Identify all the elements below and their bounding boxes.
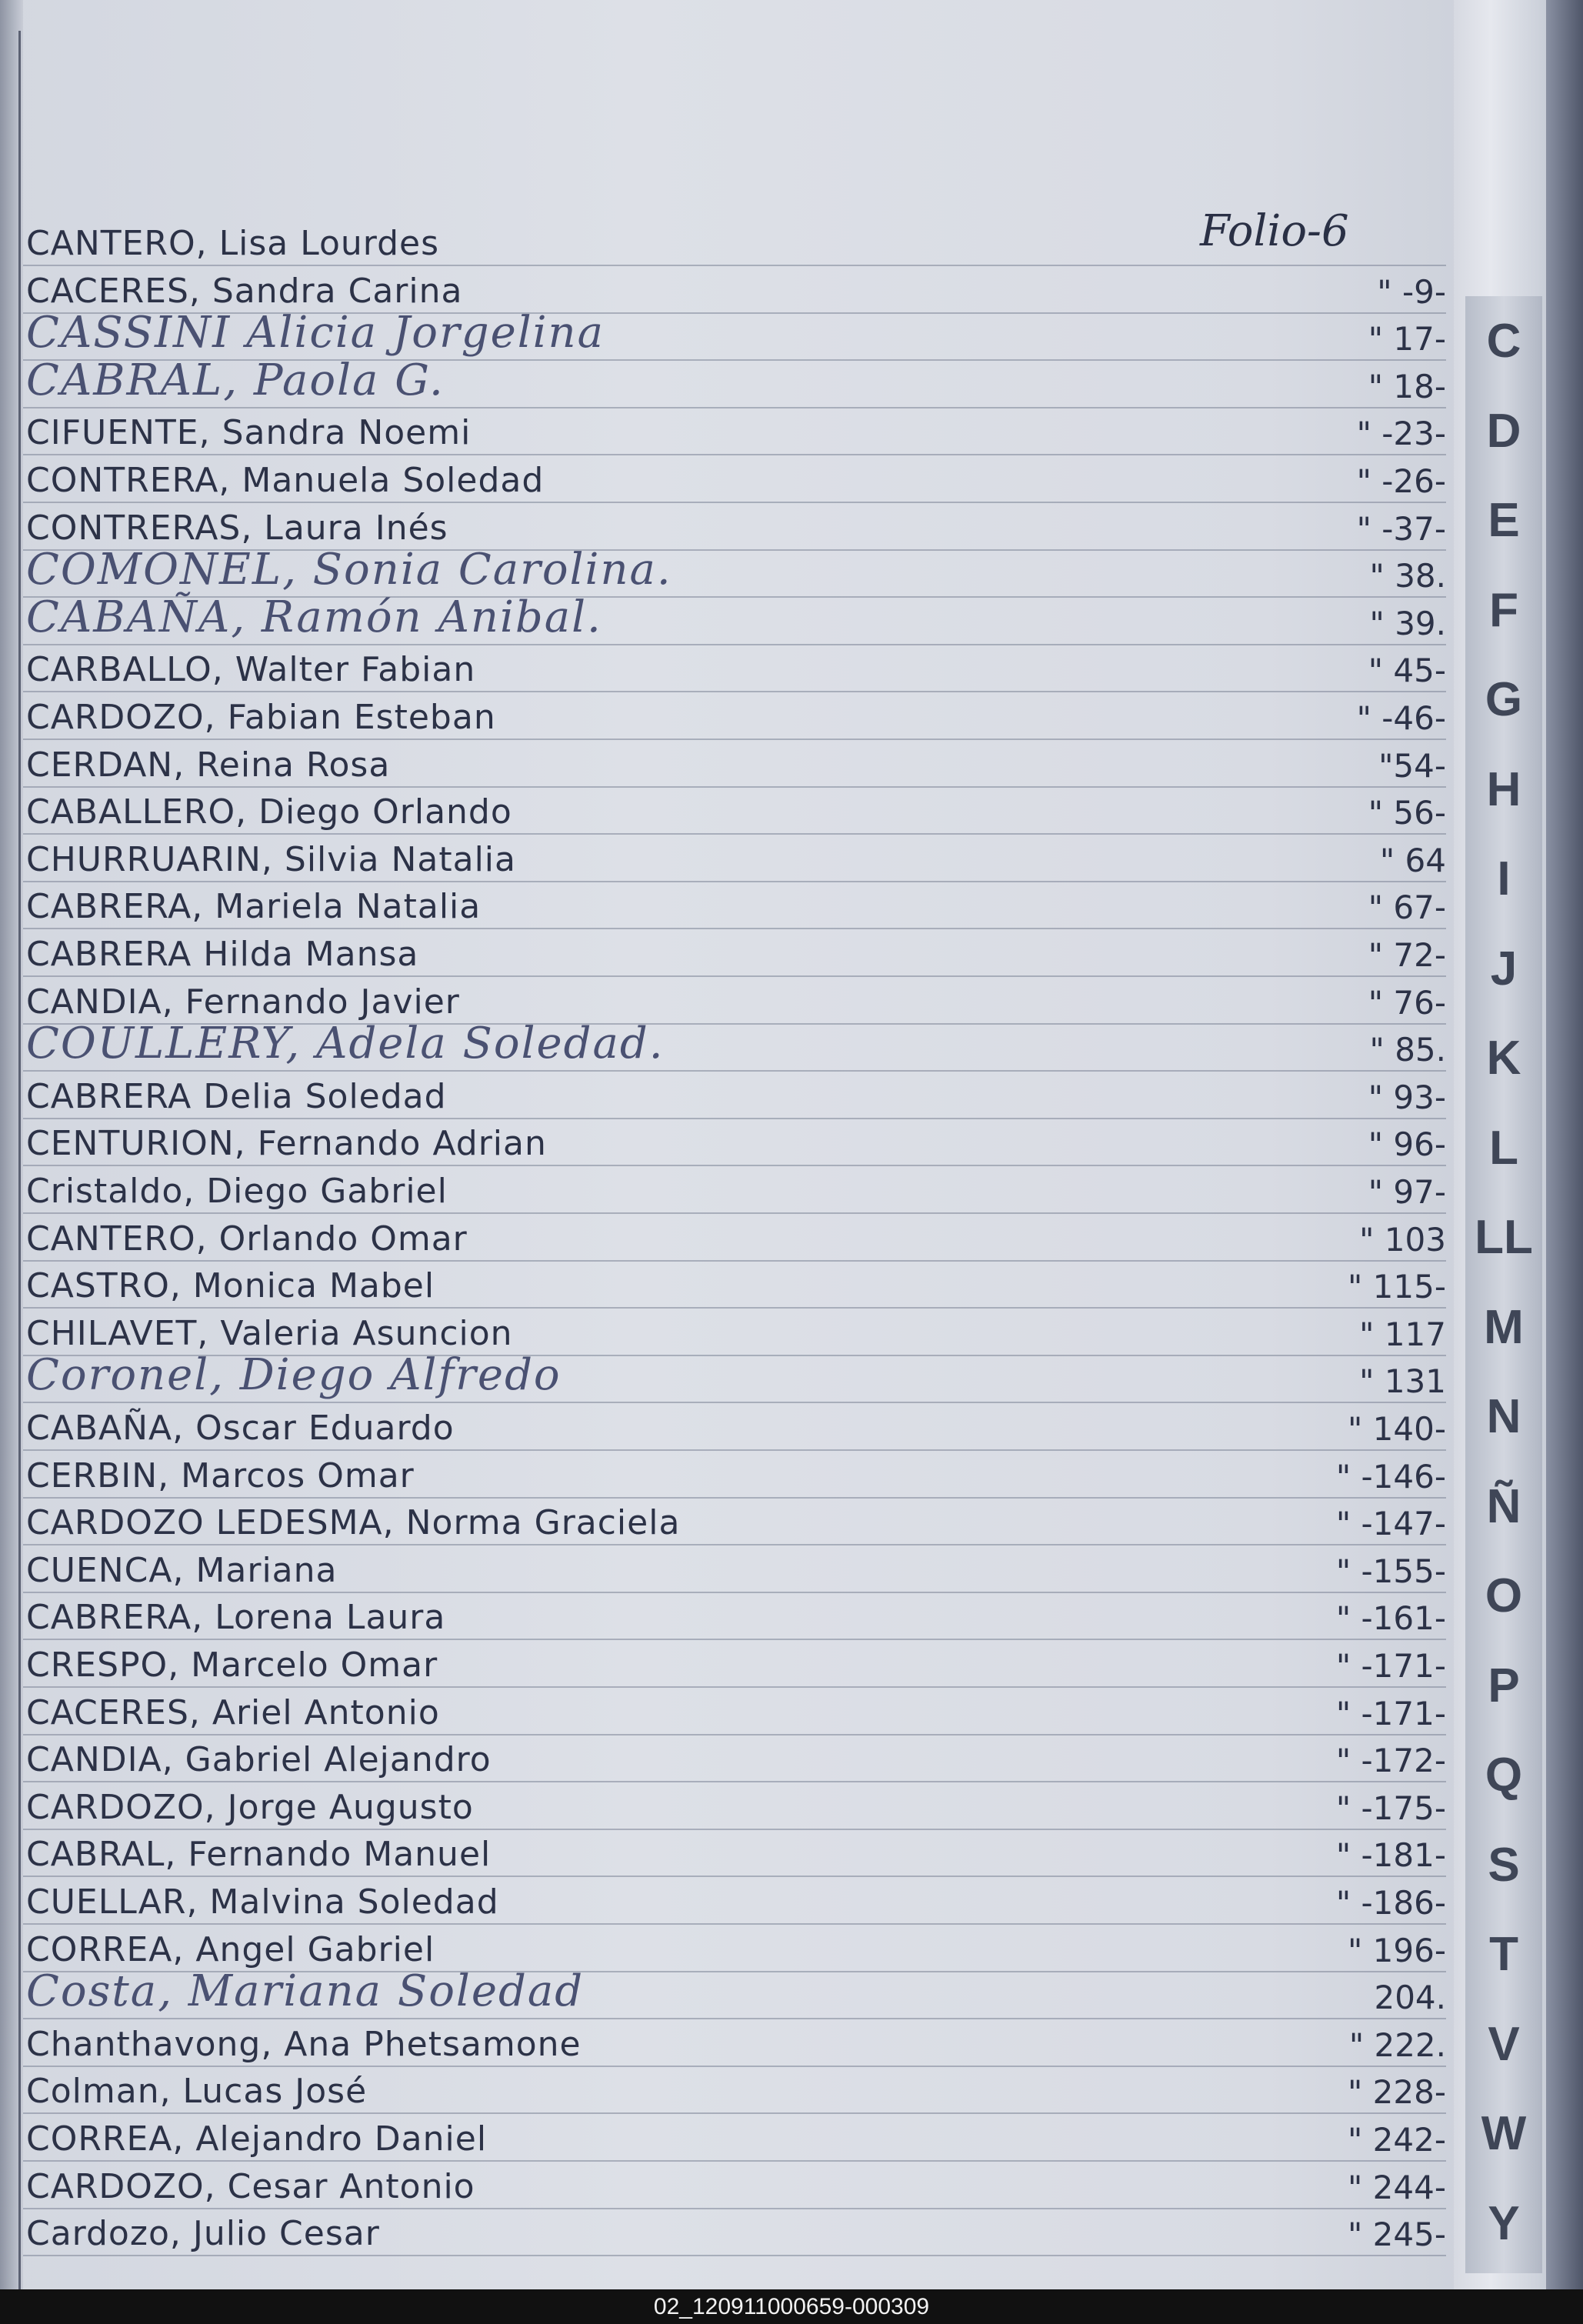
list-item [23, 645, 1446, 692]
index-tab[interactable]: J [1490, 942, 1518, 995]
entry-number: " -26- [1356, 462, 1446, 500]
entry-number: " 222. [1348, 2026, 1446, 2064]
entry-number: " -146- [1335, 1457, 1446, 1495]
entry-number: " 17- [1368, 320, 1446, 358]
entry-number: 204. [1374, 1979, 1446, 2017]
entry-name: CHURRUARIN, Silvia Natalia [26, 839, 516, 879]
list-item [23, 1403, 1446, 1451]
list-item [23, 692, 1446, 740]
entry-number: " 67- [1368, 889, 1446, 927]
entry-name: CABRAL, Paola G. [26, 355, 445, 405]
entry-number: " 56- [1368, 794, 1446, 832]
list-item [23, 787, 1446, 835]
entry-name: CARBALLO, Walter Fabian [26, 650, 476, 690]
entry-number: " 140- [1348, 1410, 1446, 1448]
list-item [23, 1735, 1446, 1782]
list-item [23, 2114, 1446, 2162]
list-item [23, 1309, 1446, 1356]
entry-name: Coronel, Diego Alfredo [26, 1350, 562, 1401]
entry-name: Cardozo, Julio Cesar [26, 2214, 380, 2254]
list-item [23, 1829, 1446, 1877]
index-tab[interactable]: F [1489, 583, 1518, 637]
entry-name: CABRERA Hilda Mansa [26, 935, 419, 974]
entry-name: CANDIA, Gabriel Alejandro [26, 1740, 492, 1780]
index-tab[interactable]: E [1488, 494, 1520, 547]
entry-name: CABRERA, Mariela Natalia [26, 887, 482, 927]
entry-name: COMONEL, Sonia Carolina. [26, 545, 672, 595]
list-item [23, 503, 1446, 551]
list-item [23, 308, 1446, 361]
entry-number: " 97- [1368, 1173, 1446, 1211]
entry-number: " 131 [1359, 1362, 1446, 1401]
image-id-footer: 02_120911000659-000309 [0, 2289, 1583, 2324]
entry-name: Colman, Lucas José [26, 2072, 368, 2112]
entry-name: CIFUENTE, Sandra Noemi [26, 413, 472, 453]
list-item [23, 1119, 1446, 1166]
entry-name: CERBIN, Marcos Omar [26, 1455, 415, 1495]
list-item [23, 929, 1446, 977]
list-item [23, 1966, 1446, 2019]
list-item [23, 1688, 1446, 1735]
entry-number: " -171- [1335, 1694, 1446, 1732]
list-item [23, 1214, 1446, 1262]
entry-name: CENTURION, Fernando Adrian [26, 1124, 547, 1164]
entry-name: COULLERY, Adela Soledad. [26, 1019, 665, 1069]
entry-number: " 64 [1379, 841, 1446, 879]
entry-number: " 228- [1348, 2073, 1446, 2112]
entry-name: CASSINI Alicia Jorgelina [26, 308, 605, 358]
entry-name: CONTRERA, Manuela Soledad [26, 461, 545, 500]
index-tab[interactable]: P [1488, 1659, 1520, 1712]
entry-name: CABAÑA, Oscar Eduardo [26, 1409, 455, 1448]
entry-number: " 196- [1348, 1931, 1446, 1969]
index-tab[interactable]: C [1486, 315, 1521, 368]
entry-name: CRESPO, Marcelo Omar [26, 1645, 438, 1685]
index-tab[interactable]: LL [1475, 1211, 1533, 1264]
list-item [23, 1877, 1446, 1925]
list-item [23, 1925, 1446, 1972]
entry-number: " -37- [1356, 509, 1446, 548]
list-item [23, 2019, 1446, 2067]
entry-number: " 96- [1368, 1125, 1446, 1164]
index-tab[interactable]: Q [1485, 1749, 1523, 1802]
list-item [23, 408, 1446, 455]
entry-name: CACERES, Ariel Antonio [26, 1692, 440, 1732]
entry-number: " -155- [1335, 1552, 1446, 1590]
index-tab[interactable]: V [1488, 2017, 1520, 2071]
entry-number: " 115- [1348, 1268, 1446, 1306]
entry-name: CARDOZO, Jorge Augusto [26, 1787, 474, 1827]
index-tab[interactable]: I [1497, 852, 1511, 905]
list-item [23, 545, 1446, 598]
index-tab[interactable]: M [1484, 1300, 1524, 1354]
folio-label: Folio-6 [1200, 206, 1349, 256]
entry-number: " -172- [1335, 1742, 1446, 1780]
entry-name: CASTRO, Monica Mabel [26, 1266, 435, 1306]
list-item [23, 355, 1446, 408]
list-item [23, 882, 1446, 929]
entry-number: "54- [1378, 746, 1446, 785]
entry-name: CANTERO, Lisa Lourdes [26, 224, 439, 263]
entry-number: " 76- [1368, 983, 1446, 1022]
entry-name: CERDAN, Reina Rosa [26, 745, 391, 785]
index-tab[interactable]: S [1488, 1838, 1520, 1892]
entry-number: " 18- [1368, 367, 1446, 405]
index-tab[interactable]: H [1486, 762, 1521, 816]
index-tab[interactable]: K [1486, 1032, 1521, 1085]
list-item [23, 1072, 1446, 1119]
entry-name: CABRERA, Lorena Laura [26, 1598, 446, 1638]
entry-name: CABALLERO, Diego Orlando [26, 792, 512, 832]
entry-number: " -46- [1356, 699, 1446, 737]
entry-number: " -9- [1377, 272, 1446, 311]
index-tab[interactable]: N [1486, 1390, 1521, 1443]
list-item [23, 1640, 1446, 1688]
entry-number: " -181- [1335, 1836, 1446, 1875]
entry-name: CACERES, Sandra Carina [26, 271, 463, 311]
entry-name: CABRERA Delia Soledad [26, 1076, 447, 1116]
entry-name: CABAÑA, Ramón Anibal. [26, 592, 602, 642]
entry-number: " 245- [1348, 2216, 1446, 2254]
entry-name: CARDOZO LEDESMA, Norma Graciela [26, 1503, 681, 1543]
entry-name: Cristaldo, Diego Gabriel [26, 1172, 448, 1211]
margin-line [18, 31, 21, 2289]
list-item [23, 218, 1446, 266]
list-item [23, 977, 1446, 1025]
entry-name: CARDOZO, Fabian Esteban [26, 698, 496, 737]
list-item [23, 266, 1446, 314]
list-item [23, 1545, 1446, 1593]
entry-name: CARDOZO, Cesar Antonio [26, 2166, 475, 2206]
entry-name: Chanthavong, Ana Phetsamone [26, 2024, 582, 2064]
list-item [23, 1592, 1446, 1640]
list-item [23, 1261, 1446, 1309]
entry-number: " 85. [1369, 1031, 1446, 1069]
index-tab[interactable]: D [1486, 404, 1521, 458]
entry-number: " 72- [1368, 936, 1446, 974]
list-item [23, 835, 1446, 882]
entry-number: " 117 [1359, 1315, 1446, 1353]
entry-number: " -171- [1335, 1647, 1446, 1685]
list-item [23, 1498, 1446, 1545]
list-item [23, 1451, 1446, 1499]
list-item [23, 592, 1446, 645]
entry-number: " 93- [1368, 1078, 1446, 1116]
index-tab[interactable]: Y [1488, 2196, 1520, 2250]
entry-name: CANDIA, Fernando Javier [26, 982, 460, 1022]
entry-number: " 38. [1369, 557, 1446, 595]
entry-name: CUENCA, Mariana [26, 1550, 338, 1590]
entry-number: " -161- [1335, 1599, 1446, 1638]
list-item [23, 1019, 1446, 1072]
list-item [23, 455, 1446, 503]
entry-number: " 242- [1348, 2121, 1446, 2159]
entry-number: " -186- [1335, 1884, 1446, 1922]
index-tab[interactable]: G [1485, 673, 1523, 726]
entry-name: CHILAVET, Valeria Asuncion [26, 1313, 513, 1353]
list-item [23, 2209, 1446, 2256]
entry-number: " -147- [1335, 1505, 1446, 1543]
list-item [23, 1166, 1446, 1214]
entry-name: CONTRERAS, Laura Inés [26, 508, 448, 548]
list-item [23, 1350, 1446, 1403]
book-edge [1546, 0, 1583, 2289]
entry-number: " 45- [1368, 652, 1446, 690]
index-tab[interactable]: L [1489, 1121, 1518, 1175]
entry-number: " 103 [1359, 1220, 1446, 1259]
index-tab[interactable]: O [1485, 1569, 1523, 1622]
index-tab[interactable]: Ñ [1486, 1479, 1521, 1533]
index-tab[interactable]: T [1489, 1928, 1518, 1981]
list-item [23, 2162, 1446, 2209]
entry-name: CANTERO, Orlando Omar [26, 1219, 468, 1259]
entry-number: " 244- [1348, 2168, 1446, 2206]
entry-name: CABRAL, Fernando Manuel [26, 1835, 492, 1875]
entry-number: " 39. [1369, 604, 1446, 642]
list-item [23, 2066, 1446, 2114]
entry-number: " -23- [1356, 415, 1446, 453]
entry-name: CORREA, Angel Gabriel [26, 1929, 435, 1969]
entry-number: " -175- [1335, 1789, 1446, 1827]
entry-name: CORREA, Alejandro Daniel [26, 2119, 488, 2159]
entry-name: CUELLAR, Malvina Soledad [26, 1882, 499, 1922]
entry-name: Costa, Mariana Soledad [26, 1966, 585, 2017]
list-item [23, 740, 1446, 788]
index-tab[interactable]: W [1481, 2107, 1527, 2160]
list-item [23, 1782, 1446, 1830]
